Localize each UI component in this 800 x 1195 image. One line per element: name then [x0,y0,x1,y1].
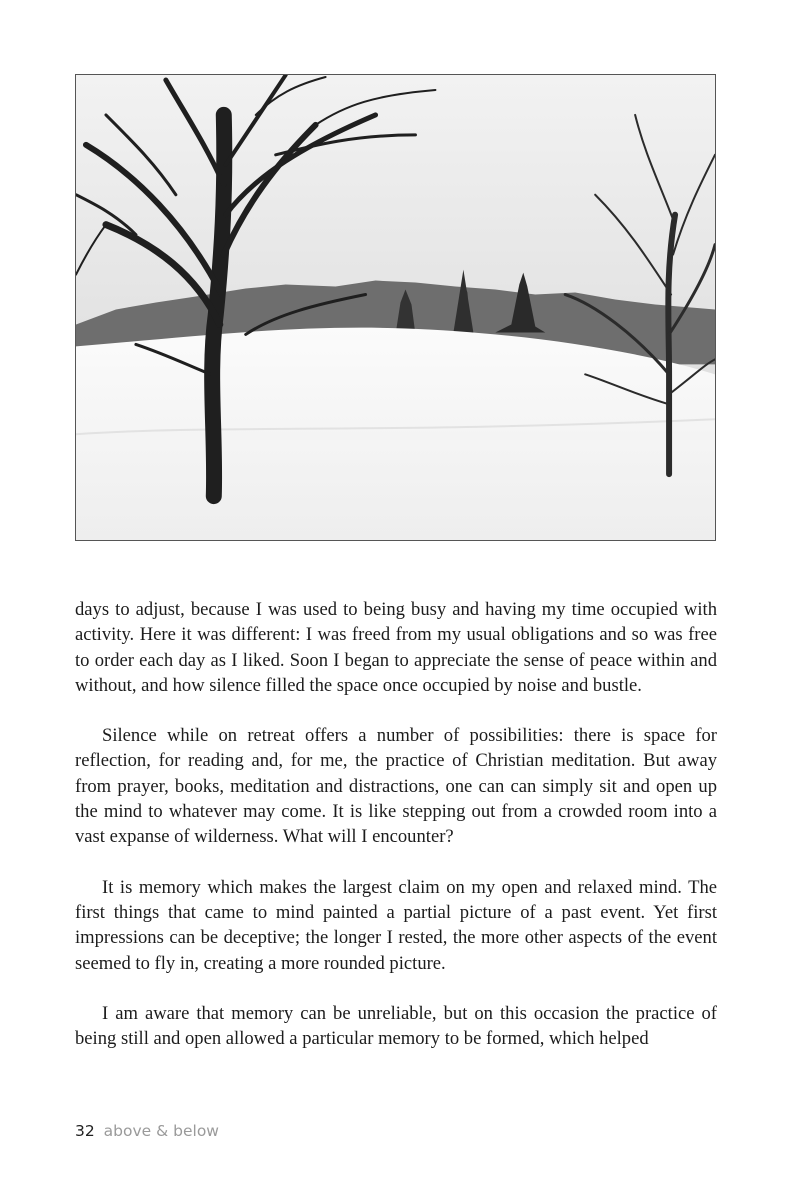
paragraph-3: It is memory which makes the largest claim on my open and relaxed mind. The first things that came to mind painted a partial picture of a past event. Yet first impressions can be deceptive; the longer I rested, the more other aspects of the event seemed to fly in, creating a more rounded picture. [75,876,717,974]
paragraph-2: Silence while on retreat offers a number of possibilities: there is space for reflection, for reading and, for me, the practice of Christian meditation. But away from prayer, books, meditation and distractions, one can can simply sit and open up the mind to whatever may come. It is like stepping out from a crowded room into a vast expanse of wilderness. What will I encounter? [75,725,717,848]
snow-landscape-illustration [76,75,715,540]
page-number: 32 [75,1122,95,1140]
page-footer [75,1122,219,1140]
snow-landscape-photo [75,74,716,541]
running-title: above & below [103,1122,219,1140]
paragraph-4: I am aware that memory can be unreliable, but on this occasion the practice of being still and open allowed a particular memory to be formed, which helped [75,1002,717,1050]
paragraph-1: days to adjust, because I was used to being busy and having my time occupied with activity. Here it was different: I was freed from my usual obligations and so was free to order each day as I liked. Soon I began to appreciate the sense of peace within and without, and how silence filled the space once occupied by noise and bustle. [75,599,717,696]
body-text [75,597,717,1076]
